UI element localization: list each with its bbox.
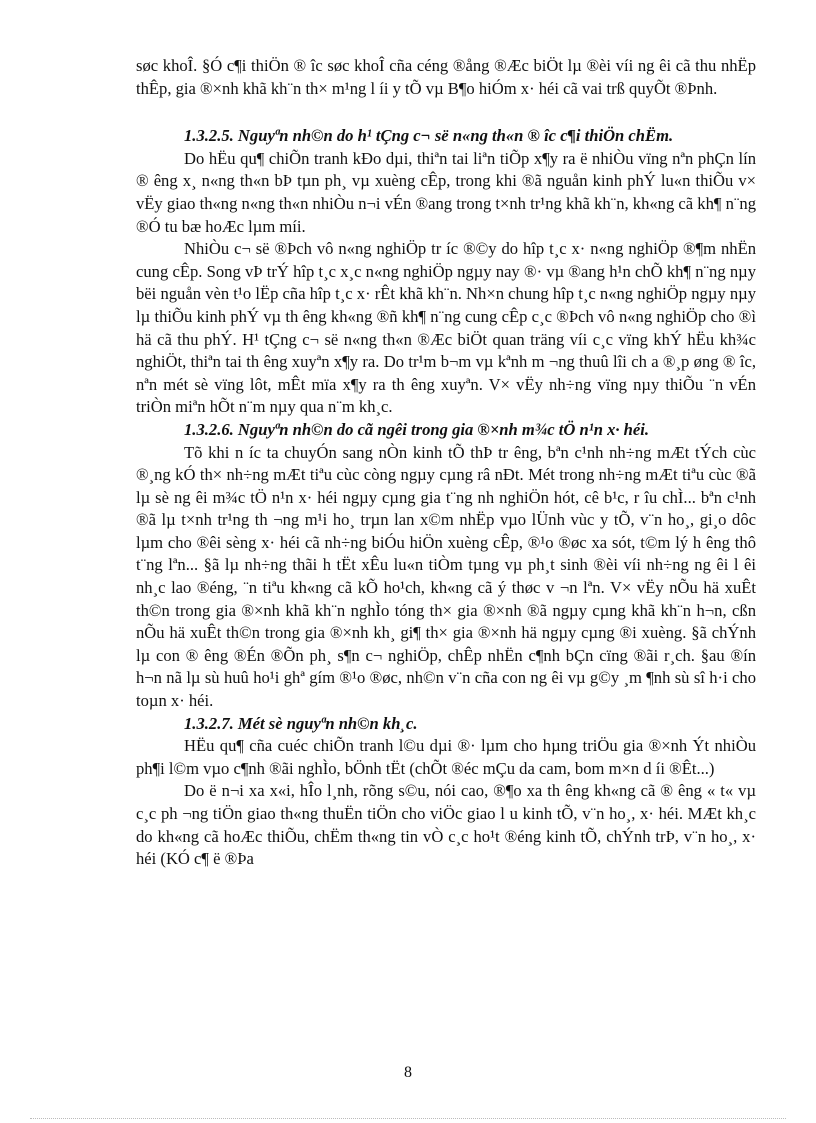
section-heading: 1.3.2.5. Nguyªn nh©n do h¹ tÇng c¬ së n«ng th«n ® îc c¶i thiÖn chËm.: [184, 126, 674, 146]
paragraph: Tõ khi n íc ta chuyÓn sang nÒn kinh tÕ thÞ tr êng, bªn c¹nh nh÷ng mÆt tÝch cùc ®¸ng kÓ th× nh÷ng mÆt tiªu cùc còng ngµy cµng râ nÐt. Mét trong nh÷ng mÆt tiªu cùc ®ã lµ sè ng êi m¾c tÖ n¹n x· héi ngµy cµng gia t¨ng nh nghiÖn hót, cê b¹c, r îu chÌ... bªn c¹nh ®ã lµ t×nh tr¹ng th ¬ng m¹i ho¸ trµn lan x©m nhËp vµo lÜnh vùc y tÕ, v¨n ho¸, gi¸o dôc lµm cho ®êi sèng x· héi cã nh÷ng biÓu hiÖn xuèng cÊp, ®¹o ®øc xa sót, t©m lý h êng thô t¨ng lªn... §ã lµ nh÷ng thãi h tËt xÊu lu«n tiÒm tµng vµ ph¸t sinh ®èi víi nh÷ng ng êi l êi nh¸c lao ®éng, ¨n tiªu kh«ng cã kÕ ho¹ch, kh«ng cã ý thøc v ¬n lªn. V× vËy nÕu hä xuÊt th©n trong gia ®×nh khã kh¨n nghÌo tóng th× gia ®×nh ®ã ngµy cµng khã kh¨n h¬n, cßn nÕu hä xuÊt th©n trong gia ®×nh kh¸ gi¶ th× gia ®×nh hä ngµy cµng ®i xuèng. §ã chÝnh lµ con ® êng ®Én ®Õn ph¸ s¶n c¬ nghiÖp, chÊp nhËn c¶nh bÇn cïng ®ãi r¸ch. §au ®ín h¬n nã lµ sù huû ho¹i ghª gím ®¹o ®øc, nh©n v¨n cña con ng êi vµ g©y ¸m ¶nh sù sî h·i cho toµn x· héi.: [136, 442, 756, 711]
paragraph: HËu qu¶ cña cuéc chiÕn tranh l©u dµi ®· lµm cho hµng triÖu gia ®×nh Ýt nhiÒu ph¶i l©m vµo c¶nh ®ãi nghÌo, bÖnh tËt (chÕt ®éc mÇu da cam, bom m×n d íi ®Êt...): [136, 736, 756, 778]
section-gap: [136, 100, 756, 125]
page-bottom-divider: [30, 1118, 786, 1119]
paragraph: søc khoÎ. §Ó c¶i thiÖn ® îc søc khoÎ cña céng ®ång ®Æc biÖt lµ ®èi víi ng êi cã thu nhËp thÊp, gia ®×nh khã kh¨n th× m¹ng l íi y tÕ vµ B¶o hiÓm x· héi cã vai trß quyÕt ®Þnh.: [136, 56, 756, 98]
section-heading: 1.3.2.7. Mét sè nguyªn nh©n kh¸c.: [184, 713, 418, 733]
paragraph: NhiÒu c¬ së ®Þch vô n«ng nghiÖp tr íc ®©y do hîp t¸c x· n«ng nghiÖp ®¶m nhËn cung cÊp. Song vÞ trÝ hîp t¸c x¸c n«ng nghiÖp ngµy nay ®· vµ ®ang h¹n chÕ kh¶ n¨ng nµy bëi nguån vèn t¹o lËp cña hîp t¸c x· rÊt khã kh¨n. Nh×n chung hîp t¸c n«ng nghiÖp ngµy nµy lµ thiÕu kinh phÝ vµ th êng kh«ng ®ñ kh¶ n¨ng cung cÊp c¸c ®Þch vô n«ng nghiÖp cho ®ì hä cã thu phÝ. H¹ tÇng c¬ së n«ng th«n ®Æc biÖt quan träng víi c¸c vïng khÝ hËu kh¾c nghiÖt, thiªn tai th êng xuyªn x¶y ra. Do tr¹m b¬m vµ kªnh m ¬ng thuû lîi ch a ®¸p øng ® îc, nªn mét sè vïng lôt, mÊt mïa x¶y ra th êng xuyªn. V× vËy nh÷ng vïng nµy thiÕu ¨n vÉn triÒn miªn hÕt n¨m nµy qua n¨m kh¸c.: [136, 239, 756, 417]
paragraph: Do hËu qu¶ chiÕn tranh kÐo dµi, thiªn tai liªn tiÕp x¶y ra ë nhiÒu vïng nªn phÇn lín ® êng x¸ n«ng th«n bÞ tµn ph¸ vµ xuèng cÊp, trong khi ®ã nguån kinh phÝ lu«n thiÕu v× vËy giao th«ng n«ng th«n nhiÒu n¬i vÉn ®ang trong t×nh tr¹ng khã kh¨n, kh«ng cã kh¶ n¨ng ®Ó tu bæ hoÆc lµm míi.: [136, 148, 756, 236]
section-heading: 1.3.2.6. Nguyªn nh©n do cã ngêi trong gia ®×nh m¾c tÖ n¹n x· héi.: [184, 419, 650, 439]
page-body: [136, 55, 756, 871]
paragraph: Do ë n¬i xa x«i, hÎo l¸nh, rõng s©u, nói cao, ®¶o xa th êng kh«ng cã ® êng « t« vµ c¸c ph ¬ng tiÖn giao th«ng thuËn tiÖn cho viÖc giao l u kinh tÕ, v¨n ho¸, x· héi. MÆt kh¸c do kh«ng cã hoÆc thiÕu, chËm th«ng tin vÒ c¸c ho¹t ®éng kinh tÕ, chÝnh trÞ, v¨n ho¸, x· héi (KÓ c¶ ë ®Þa: [136, 781, 756, 869]
page-number: 8: [404, 1064, 412, 1081]
